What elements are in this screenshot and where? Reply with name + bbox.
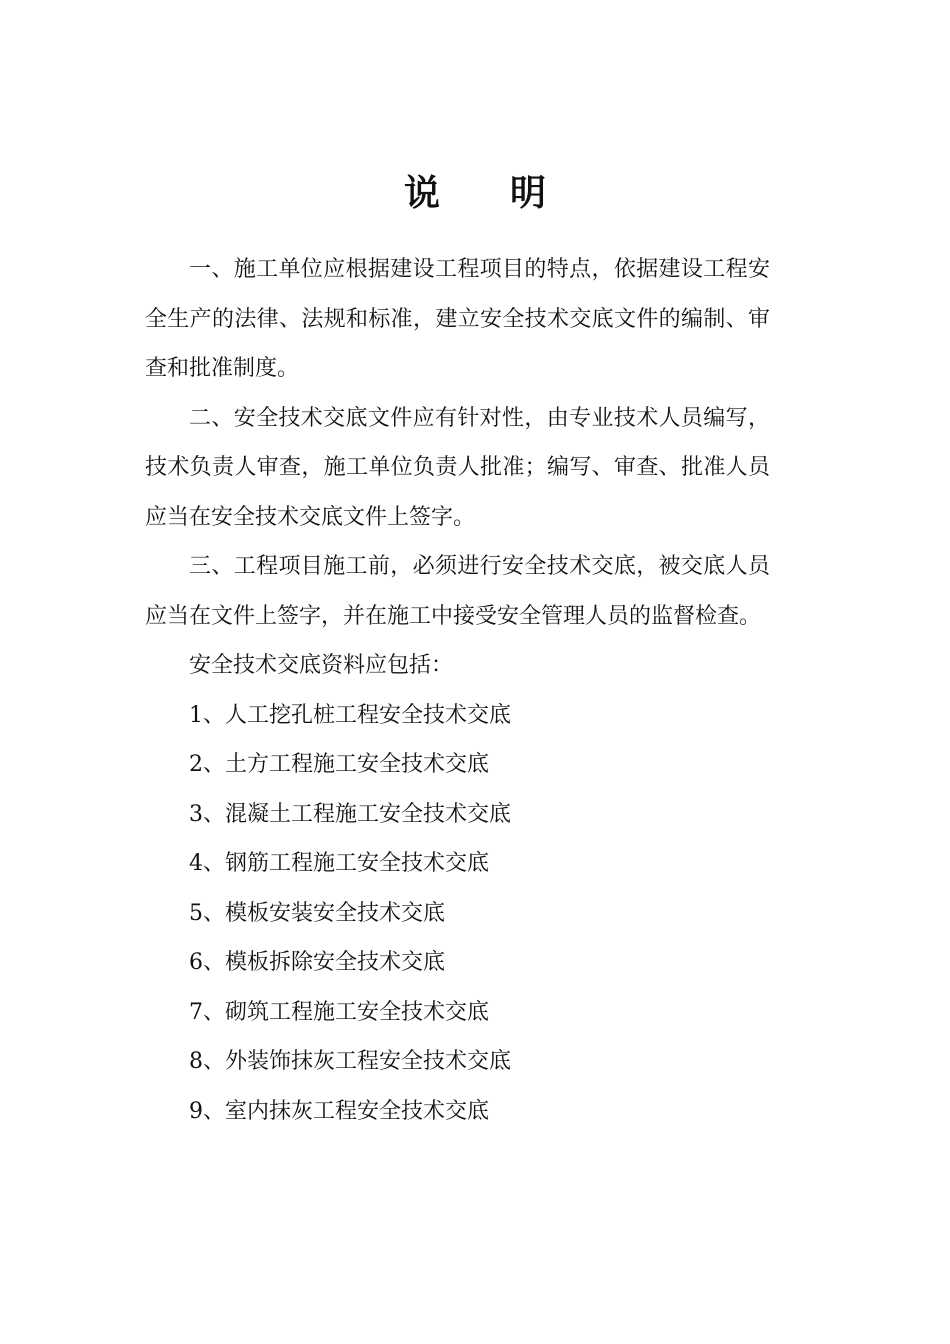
list-item: 1、人工挖孔桩工程安全技术交底 — [189, 702, 511, 728]
list-item: 5、模板安装安全技术交底 — [189, 900, 445, 926]
page-title — [0, 170, 950, 216]
paragraph-3: 三、工程项目施工前，必须进行安全技术交底，被交底人员应当在文件上签字，并在施工中接受安全管理人员的监督检查。 — [145, 554, 770, 629]
list-item: 6、模板拆除安全技术交底 — [189, 950, 445, 975]
document-body — [145, 245, 770, 1136]
list-item: 3、混凝土工程施工安全技术交底 — [189, 801, 511, 827]
list-item: 8、外装饰抹灰工程安全技术交底 — [189, 1049, 511, 1074]
paragraph-1: 一、施工单位应根据建设工程项目的特点，依据建设工程安全生产的法律、法规和标准，建立安全技术交底文件的编制、审查和批准制度。 — [145, 257, 770, 381]
list-intro: 安全技术交底资料应包括： — [189, 653, 454, 678]
title-char-2: 明 — [510, 172, 547, 214]
list-item: 9、室内抹灰工程安全技术交底 — [189, 1098, 489, 1124]
paragraph-2: 二、安全技术交底文件应有针对性，由专业技术人员编写，技术负责人审查，施工单位负责人批准；编写、审查、批准人员应当在安全技术交底文件上签字。 — [145, 405, 770, 530]
contents-list — [145, 691, 770, 1137]
list-item: 2、土方工程施工安全技术交底 — [189, 752, 489, 777]
list-item: 4、钢筋工程施工安全技术交底 — [189, 851, 489, 876]
list-item: 7、砌筑工程施工安全技术交底 — [189, 999, 489, 1025]
title-char-1: 说 — [403, 172, 440, 214]
